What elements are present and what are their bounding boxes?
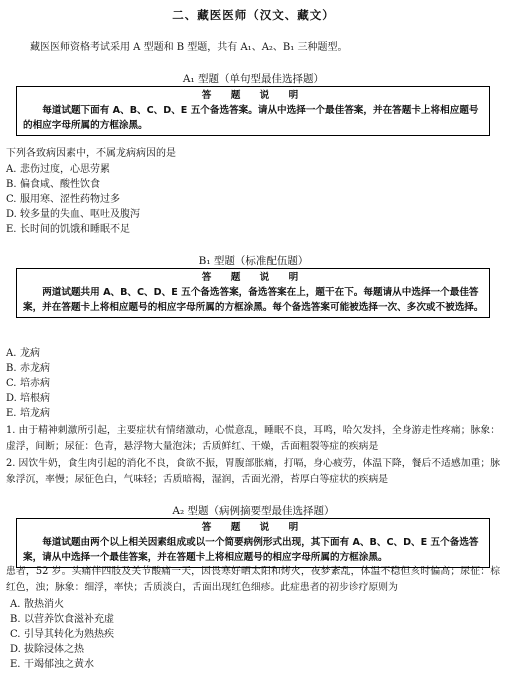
a1-box-title: 答 题 说 明 <box>201 90 307 101</box>
a2-option-c: C. 引导其转化为熟热疾 <box>10 629 114 640</box>
intro-text: 藏医医师资格考试采用 A 型题和 B 型题，共有 A₁、A₂、B₁ 三种题型。 <box>30 42 348 53</box>
a1-option-a: A. 悲伤过度，心思劳累 <box>6 164 110 175</box>
a2-box-text: 每道试题由两个以上相关因素组成或以一个简要病例形式出现，其下面有 A、B、C、D、E 五个备选答案，请从中选择一个最佳答案，并在答题卡上将相应题号的相应字母所属的方框涂黑。 <box>23 537 479 563</box>
a2-box-title: 答 题 说 明 <box>201 522 307 533</box>
a2-option-a: A. 散热消火 <box>10 599 64 610</box>
b1-option-d: D. 培根病 <box>6 393 50 404</box>
b1-box-title: 答 题 说 明 <box>201 272 307 283</box>
page-title: 二、藏医医师（汉文、藏文） <box>172 8 335 22</box>
b1-option-a: A. 龙病 <box>6 348 40 359</box>
b1-question-2: 2. 因饮牛奶，食生肉引起的消化不良，食欲不振，胃腹部胀痛，打嗝，身心疲劳，体温下降，餐后不适感加重；脉象浮沉，率慢；尿征色白，气味轻；舌质暗褐，湿润，舌面光滑，苔厚白等症状的疾病是 <box>6 458 500 485</box>
b1-option-b: B. 赤龙病 <box>6 363 50 374</box>
b1-heading: B₁ 型题（标准配伍题） <box>198 255 309 267</box>
a1-box-text: 每道试题下面有 A、B、C、D、E 五个备选答案。请从中选择一个最佳答案，并在答题卡上将相应题号的相应字母所属的方框涂黑。 <box>23 105 479 131</box>
a1-heading: A₁ 型题（单句型最佳选择题） <box>182 73 325 85</box>
a2-option-b: B. 以营养饮食滋补充虚 <box>10 614 114 625</box>
a1-question: 下列各致病因素中，不属龙病病因的是 <box>6 148 176 159</box>
a2-instruction-box <box>16 518 490 568</box>
a2-option-d: D. 拔除浸体之热 <box>10 644 84 655</box>
a1-option-b: B. 偏食咸、酸性饮食 <box>6 179 100 190</box>
b1-box-text: 两道试题共用 A、B、C、D、E 五个备选答案，备选答案在上，题干在下。每题请从中选择一个最佳答案，并在答题卡上将相应题号的相应字母所属的方框涂黑。每个备选答案可能被选择一次、多次或不被选择。 <box>23 287 484 313</box>
a2-heading: A₂ 型题（病例摘要型最佳选择题） <box>172 505 335 517</box>
a2-option-e: E. 干竭郁浊之黄水 <box>10 659 94 670</box>
b1-instruction-box <box>16 268 490 318</box>
b1-option-e: E. 培龙病 <box>6 408 50 419</box>
a1-option-e: E. 长时间的饥饿和睡眠不足 <box>6 224 130 235</box>
a2-question: 患者，52 岁。头痛伴四肢及关节酸痛一天，因畏寒好晒太阳和烤火，夜梦紊乱，体温不稳但亥时偏高；尿征：棕红色，浊；脉象：细浮，率快；舌质淡白，舌面出现红色细疹。此症患者的初步诊疗原则为 <box>6 566 500 593</box>
a1-option-c: C. 服用寒、涩性药物过多 <box>6 194 120 205</box>
a1-option-d: D. 较多量的失血、呕吐及腹泻 <box>6 209 140 220</box>
b1-question-1: 1. 由于精神刺激所引起，主要症状有情绪激动，心慌意乱，睡眠不良，耳鸣，哈欠发抖，全身游走性疼痛；脉象：虚浮，间断；尿征：色青，悬浮物大量泡沫；舌质鲜红、干燥，舌面粗裂等症的疾病是 <box>6 425 500 452</box>
a1-instruction-box <box>16 86 490 136</box>
b1-option-c: C. 培赤病 <box>6 378 50 389</box>
